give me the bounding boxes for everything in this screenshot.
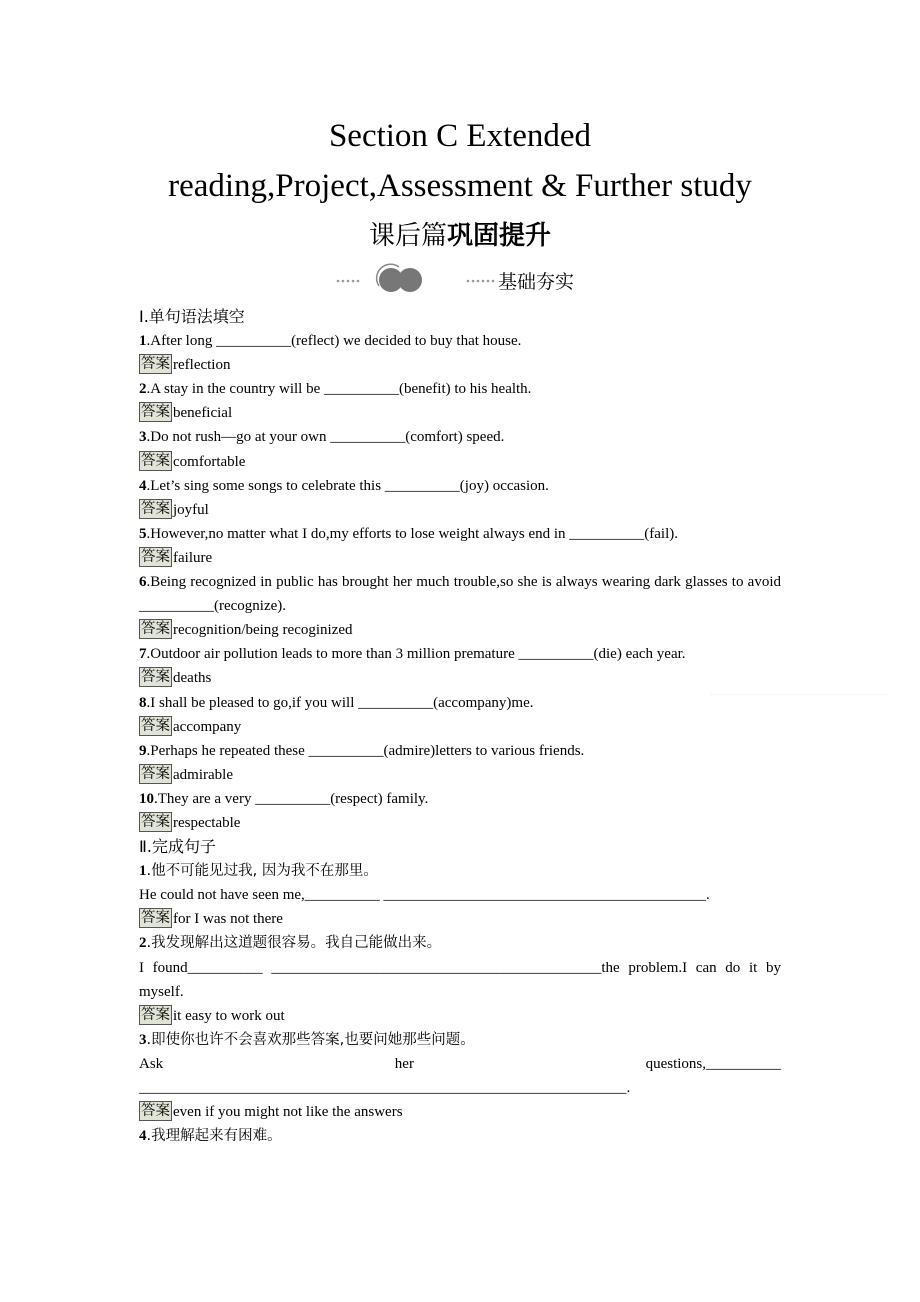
question-line (139, 570, 781, 618)
answer-text: even if you might not like the answers (173, 1104, 403, 1121)
answer-line (139, 401, 781, 425)
question-number: 2 (139, 381, 147, 398)
answer-text: failure (173, 549, 213, 566)
answer-line (139, 1100, 781, 1124)
question-english: He could not have seen me,__________ ___________________________________________. (139, 887, 710, 904)
question-text: .However,no matter what I do,my efforts to lose weight always end in __________(fail). (146, 525, 678, 542)
question-line (139, 377, 781, 401)
question-text: .After long __________(reflect) we decided to buy that house. (146, 333, 522, 350)
answer-text: admirable (173, 766, 233, 783)
question-number: 7 (139, 646, 147, 663)
answer-text: joyful (173, 501, 209, 518)
answer-badge: 答案 (141, 500, 170, 517)
answer-line (139, 353, 781, 377)
answer-line (139, 811, 781, 835)
question-text: .Being recognized in public has brought her much trouble,so she is always wearing dark glasses to avoid __________(recognize). (139, 574, 781, 615)
question-text: .I shall be pleased to go,if you will __________(accompany)me. (146, 694, 534, 711)
subsection-title: 基础夯实 (498, 271, 575, 293)
question-number: 8 (139, 694, 147, 711)
answer-badge: 答案 (141, 621, 170, 638)
answer-badge: 答案 (141, 669, 170, 686)
answer-line (139, 546, 781, 570)
title-line-1: Section C Extended (328, 118, 592, 154)
question-number: 5 (139, 525, 147, 542)
question-number: 2 (139, 935, 147, 952)
answer-text: deaths (173, 670, 212, 687)
answer-line (139, 907, 781, 931)
subsection-banner (335, 262, 595, 298)
question-line (139, 1124, 781, 1148)
question-number: 4 (139, 477, 147, 494)
title-line-2: reading,Project,Assessment & Further study (168, 168, 752, 204)
question-text: .Let’s sing some songs to celebrate this __________(joy) occasion. (146, 477, 549, 494)
answer-badge: 答案 (141, 548, 170, 565)
section-heading: Ⅱ.完成句子 (139, 837, 216, 857)
dots-circles-icon (335, 262, 495, 298)
question-number: 4 (139, 1128, 147, 1145)
question-number: 10 (139, 790, 154, 807)
title-line-3 (0, 218, 920, 254)
question-chinese: .即使你也许不会喜欢那些答案,也要问她那些问题。 (146, 1031, 475, 1048)
question-line (139, 329, 781, 353)
question-number: 1 (139, 863, 147, 880)
question-english: I found__________ ____________________________________________the problem.I can do it by myself. (139, 959, 781, 1000)
question-number: 9 (139, 742, 147, 759)
title-consolidate: 巩固提升 (447, 221, 552, 251)
answer-badge: 答案 (141, 356, 170, 373)
question-line (139, 931, 781, 955)
answer-line (139, 498, 781, 522)
question-number: 3 (139, 429, 147, 446)
answer-text: it easy to work out (173, 1007, 285, 1024)
section-heading: Ⅰ.单句语法填空 (139, 307, 245, 326)
question-chinese: .我发现解出这道题很容易。我自己能做出来。 (146, 935, 442, 952)
answer-badge: 答案 (141, 765, 170, 782)
question-line (139, 691, 781, 715)
question-line (139, 1028, 781, 1052)
question-number: 3 (139, 1031, 147, 1048)
answer-text: accompany (173, 718, 242, 735)
answer-badge: 答案 (141, 1103, 170, 1120)
answer-text: beneficial (173, 405, 233, 422)
answer-text: for I was not there (173, 911, 283, 928)
question-english: Ask her questions,__________ _________________________________________________________________. (139, 1055, 781, 1096)
answer-text: respectable (173, 814, 241, 831)
question-line (139, 522, 781, 546)
question-text: .They are a very __________(respect) family. (154, 790, 429, 807)
question-text: .Outdoor air pollution leads to more than 3 million premature __________(die) each year. (146, 646, 686, 663)
answer-badge: 答案 (141, 404, 170, 421)
answer-line (139, 450, 781, 474)
question-line (139, 787, 781, 811)
question-text: .Perhaps he repeated these __________(admire)letters to various friends. (146, 742, 585, 759)
question-text: .Do not rush—go at your own __________(comfort) speed. (146, 429, 505, 446)
exercise-content (139, 305, 781, 1148)
answer-line (139, 666, 781, 690)
question-chinese: .他不可能见过我, 因为我不在那里。 (146, 863, 378, 880)
question-line (139, 642, 781, 666)
answer-badge: 答案 (141, 717, 170, 734)
question-number: 1 (139, 333, 147, 350)
answer-badge: 答案 (141, 813, 170, 830)
answer-line (139, 763, 781, 787)
title-after-class: 课后篇 (368, 221, 447, 251)
answer-badge: 答案 (141, 910, 170, 927)
question-chinese: .我理解起来有困难。 (146, 1128, 282, 1145)
question-line (139, 474, 781, 498)
answer-line (139, 1004, 781, 1028)
answer-line (139, 715, 781, 739)
question-line (139, 859, 781, 883)
answer-text: recognition/being recoginized (173, 622, 353, 639)
question-line (139, 425, 781, 449)
answer-badge: 答案 (141, 1006, 170, 1023)
answer-text: reflection (173, 357, 231, 374)
answer-line (139, 618, 781, 642)
question-line (139, 739, 781, 763)
question-text: .A stay in the country will be __________(benefit) to his health. (146, 381, 532, 398)
answer-text: comfortable (173, 453, 246, 470)
question-number: 6 (139, 574, 147, 591)
answer-badge: 答案 (141, 452, 170, 469)
